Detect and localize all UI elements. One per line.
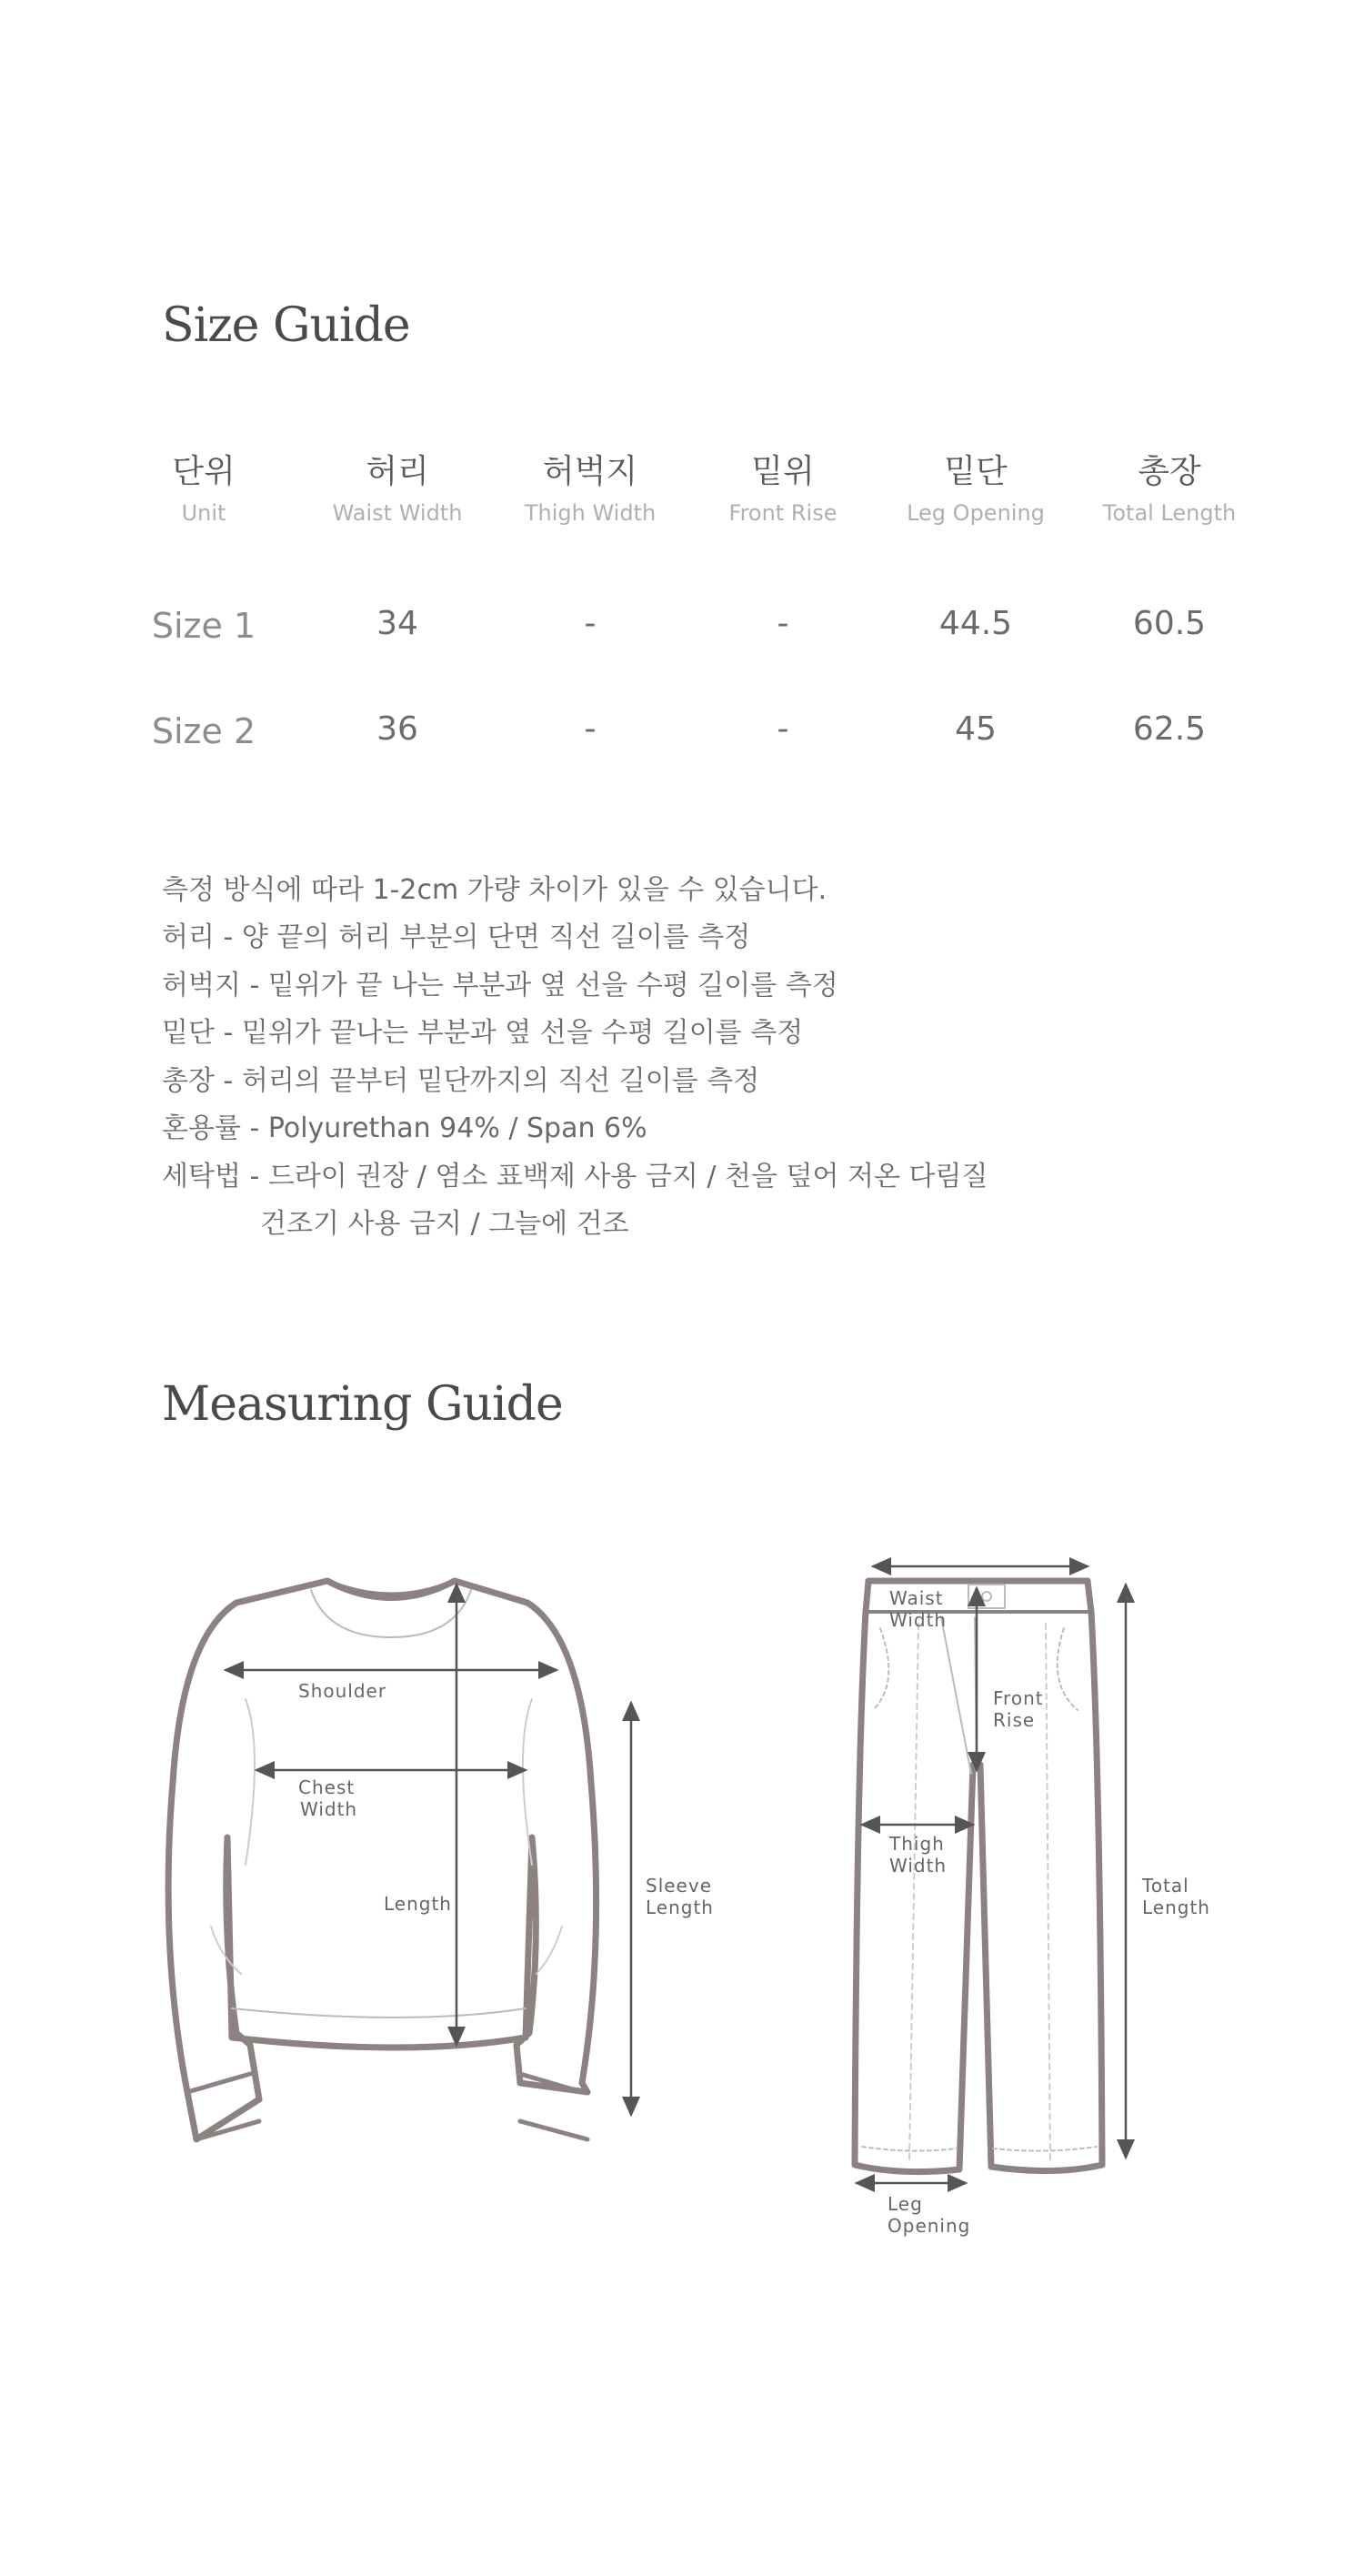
cell-leg-opening: 45 [955, 710, 997, 748]
header-waist-ko: 허리 [366, 453, 429, 490]
header-waist-en: Waist Width [332, 500, 463, 526]
label-waist-1: Waist [889, 1587, 944, 1609]
label-shoulder: Shoulder [298, 1680, 387, 1702]
label-waist-2: Width [889, 1609, 948, 1631]
label-chest-1: Chest [298, 1776, 356, 1798]
label-length: Length [384, 1893, 452, 1915]
header-unit-en: Unit [181, 500, 226, 526]
note-measurement-variance: 측정 방식에 따라 1-2cm 가량 차이가 있을 수 있습니다. [162, 874, 827, 906]
cell-waist: 36 [376, 710, 418, 748]
label-leg-2: Opening [888, 2215, 971, 2237]
row-label-size-1: Size 1 [151, 606, 256, 646]
cell-thigh: - [584, 710, 597, 748]
size-guide-title: Size Guide [162, 298, 410, 353]
note-care: 세탁법 - 드라이 권장 / 염소 표백제 사용 금지 / 천을 덮어 저온 다림질 [162, 1161, 988, 1192]
note-waist: 허리 - 양 끝의 허리 부분의 단면 직선 길이를 측정 [162, 921, 751, 953]
label-total-2: Length [1142, 1897, 1210, 1918]
cell-total-length: 60.5 [1132, 605, 1207, 642]
label-sleeve-2: Length [646, 1897, 714, 1918]
note-thigh: 허벅지 - 밑위가 끝 나는 부분과 옆 선을 수평 길이를 측정 [162, 970, 838, 1001]
sweater-illustration [168, 1581, 597, 2139]
cell-rise: - [777, 710, 789, 748]
header-rise-en: Front Rise [728, 500, 837, 526]
note-composition: 혼용률 - Polyurethan 94% / Span 6% [162, 1112, 647, 1144]
sweater-labels [298, 1680, 714, 1918]
label-rise-2: Rise [993, 1709, 1036, 1731]
cell-leg-opening: 44.5 [938, 605, 1013, 642]
header-leg-opening-en: Leg Opening [907, 500, 1045, 526]
note-total-length: 총장 - 허리의 끝부터 밑단까지의 직선 길이를 측정 [162, 1065, 760, 1097]
header-total-length-ko: 총장 [1138, 453, 1201, 490]
header-unit-ko: 단위 [172, 453, 236, 490]
row-label-size-2: Size 2 [151, 711, 256, 751]
cell-thigh: - [584, 605, 597, 642]
header-total-length-en: Total Length [1102, 500, 1237, 526]
label-rise-1: Front [993, 1687, 1044, 1709]
header-thigh-en: Thigh Width [524, 500, 657, 526]
label-thigh-2: Width [889, 1855, 948, 1877]
label-thigh-1: Thigh [889, 1833, 945, 1855]
label-total-1: Total [1142, 1875, 1189, 1897]
note-care-continued: 건조기 사용 금지 / 그늘에 건조 [260, 1208, 629, 1240]
label-sleeve-1: Sleeve [646, 1875, 713, 1897]
header-thigh-ko: 허벅지 [542, 453, 638, 490]
header-rise-ko: 밑위 [751, 453, 815, 490]
header-leg-opening-ko: 밑단 [944, 453, 1008, 490]
label-leg-1: Leg [888, 2193, 923, 2215]
pants-labels [888, 1587, 1210, 2237]
cell-total-length: 62.5 [1132, 710, 1207, 748]
measuring-guide-title: Measuring Guide [162, 1377, 563, 1432]
cell-waist: 34 [376, 605, 418, 642]
cell-rise: - [777, 605, 789, 642]
label-chest-2: Width [300, 1798, 358, 1820]
note-hem: 밑단 - 밑위가 끝나는 부분과 옆 선을 수평 길이를 측정 [162, 1017, 804, 1049]
